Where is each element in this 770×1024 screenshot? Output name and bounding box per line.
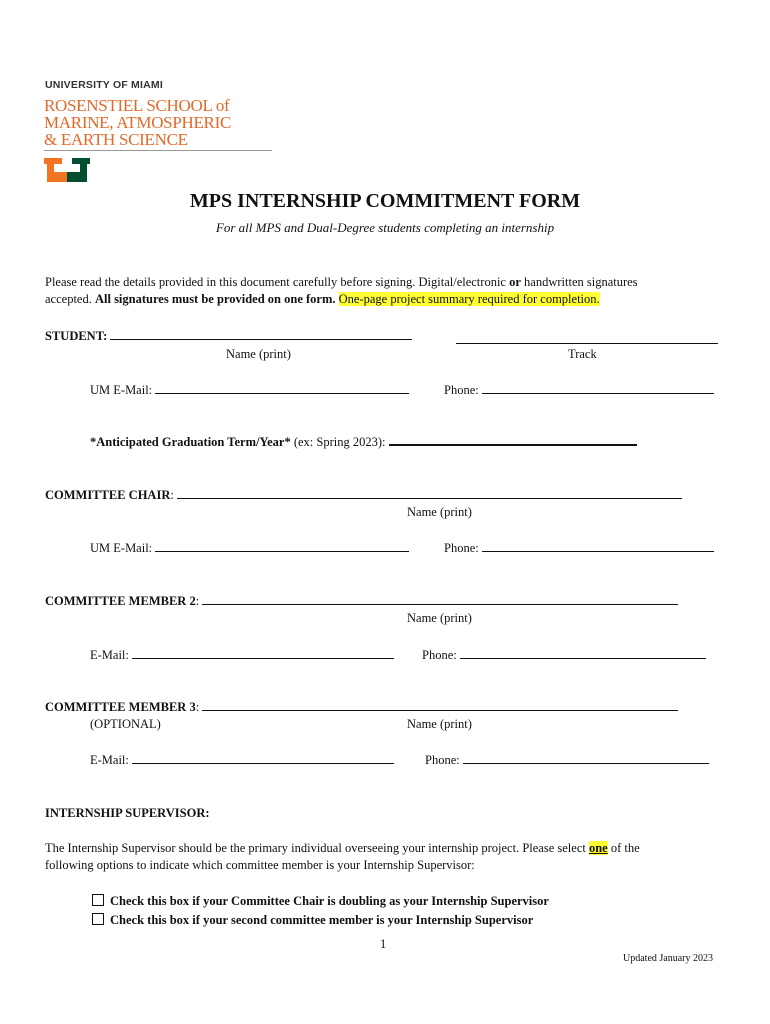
chair-email-field[interactable] [155, 540, 409, 552]
intro-paragraph-line-2 [45, 291, 600, 308]
page-number: 1 [380, 937, 387, 951]
student-name-caption: Name (print) [226, 347, 291, 361]
member2-email-field[interactable] [132, 647, 394, 659]
intro-text-2: handwritten signatures [520, 275, 638, 289]
option-member2-label: Check this box if your second committee member is your Internship Supervisor [110, 913, 534, 927]
member2-row [45, 593, 678, 609]
intro-text-3: accepted. [45, 292, 95, 306]
u-logo-icon [44, 158, 90, 184]
school-name-line-1: ROSENSTIEL SCHOOL of [44, 96, 230, 115]
intro-text: Please read the details provided in this document carefully before signing. Digital/electronic [45, 275, 510, 289]
student-track-field[interactable] [456, 332, 718, 344]
member3-email-row [90, 752, 394, 768]
member2-name-caption: Name (print) [407, 611, 472, 625]
member2-phone-label: Phone: [422, 648, 457, 662]
member3-name-caption: Name (print) [407, 717, 472, 731]
student-email-row [90, 382, 409, 398]
member3-colon: : [195, 700, 200, 714]
updated-date: Updated January 2023 [623, 953, 713, 964]
student-phone-field[interactable] [482, 382, 714, 394]
supervisor-desc-one: one [588, 841, 608, 855]
member3-phone-label: Phone: [425, 753, 460, 767]
student-name-field[interactable] [110, 328, 412, 340]
member3-optional: (OPTIONAL) [90, 717, 161, 731]
student-phone-row [444, 382, 714, 398]
chair-label: COMMITTEE CHAIR [45, 488, 171, 502]
form-title: MPS INTERNSHIP COMMITMENT FORM [189, 190, 581, 212]
graduation-example: (ex: Spring 2023): [290, 435, 386, 449]
member3-row [45, 699, 678, 715]
member3-phone-row [425, 752, 709, 768]
logo-divider [44, 150, 272, 151]
member2-phone-row [422, 647, 706, 663]
supervisor-desc-line-1 [45, 840, 640, 857]
supervisor-desc-line-2: following options to indicate which committee member is your Internship Supervisor: [45, 858, 475, 872]
supervisor-desc-text: The Internship Supervisor should be the primary individual overseeing your internship project. Please select [45, 841, 589, 855]
chair-phone-row [444, 540, 714, 556]
supervisor-heading: INTERNSHIP SUPERVISOR: [45, 806, 210, 820]
chair-colon: : [170, 488, 174, 502]
student-email-label: UM E-Mail: [90, 383, 153, 397]
chair-email-row [90, 540, 409, 556]
university-name: UNIVERSITY OF MIAMI [45, 79, 163, 91]
intro-paragraph-line-1 [45, 274, 638, 291]
option-member2-row[interactable] [92, 913, 533, 928]
student-row [45, 328, 412, 344]
intro-or: or [509, 275, 521, 289]
student-track-caption: Track [568, 347, 597, 361]
graduation-field[interactable] [389, 433, 637, 446]
chair-email-label: UM E-Mail: [90, 541, 153, 555]
chair-name-caption: Name (print) [407, 505, 472, 519]
intro-bold-note: All signatures must be provided on one form. [94, 292, 336, 306]
graduation-label: *Anticipated Graduation Term/Year* [90, 435, 291, 449]
chair-phone-field[interactable] [482, 540, 714, 552]
student-phone-label: Phone: [444, 383, 479, 397]
chair-name-field[interactable] [177, 487, 682, 499]
member2-email-row [90, 647, 394, 663]
member3-name-field[interactable] [202, 699, 678, 711]
form-subtitle: For all MPS and Dual-Degree students completing an internship [215, 220, 555, 235]
intro-highlight-note: One-page project summary required for completion. [338, 292, 600, 306]
supervisor-desc-text-2: of the [607, 841, 640, 855]
chair-phone-label: Phone: [444, 541, 479, 555]
member2-phone-field[interactable] [460, 647, 706, 659]
member2-colon: : [195, 594, 200, 608]
school-name-line-3: & EARTH SCIENCE [44, 130, 188, 149]
member3-email-field[interactable] [132, 752, 394, 764]
member2-name-field[interactable] [202, 593, 678, 605]
member2-email-label: E-Mail: [90, 648, 129, 662]
student-email-field[interactable] [155, 382, 409, 394]
member3-email-label: E-Mail: [90, 753, 129, 767]
graduation-row [90, 433, 637, 450]
checkbox-member2-supervisor[interactable] [92, 913, 104, 925]
option-chair-row[interactable] [92, 894, 549, 909]
member3-label: COMMITTEE MEMBER 3 [45, 700, 196, 714]
member2-label: COMMITTEE MEMBER 2 [45, 594, 196, 608]
member3-phone-field[interactable] [463, 752, 709, 764]
checkbox-chair-supervisor[interactable] [92, 894, 104, 906]
school-name-line-2: MARINE, ATMOSPHERIC [44, 113, 231, 132]
option-chair-label: Check this box if your Committee Chair is doubling as your Internship Supervisor [110, 894, 549, 908]
chair-row [45, 487, 682, 503]
student-label: STUDENT: [45, 329, 108, 343]
